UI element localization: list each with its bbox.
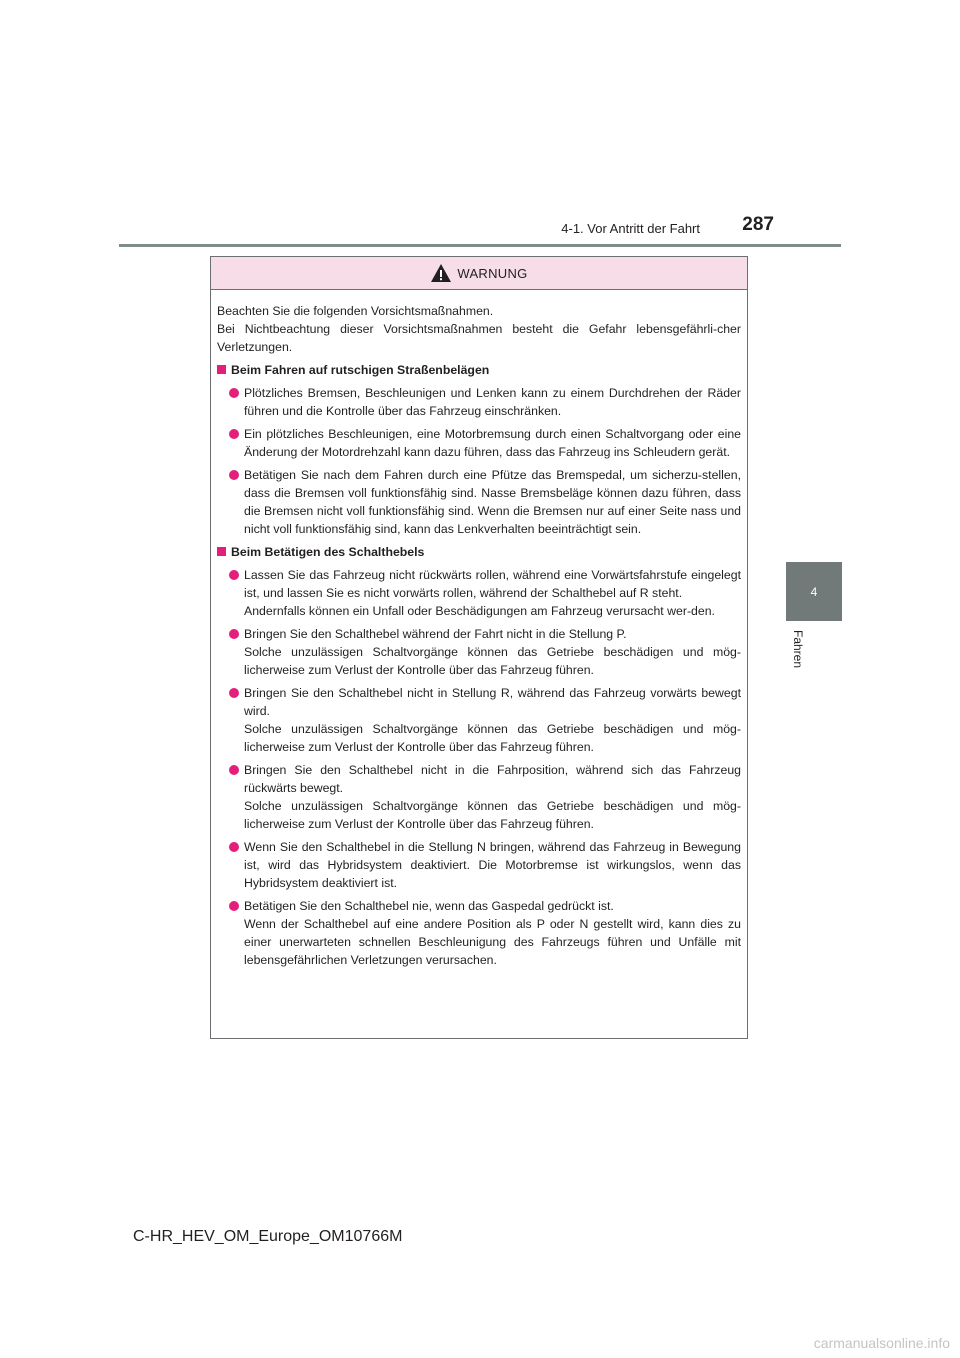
bullet-paragraph: Andernfalls können ein Unfall oder Beschädigungen am Fahrzeug verursacht wer-den. (244, 604, 715, 618)
bullet-paragraph: Betätigen Sie den Schalthebel nie, wenn das Gaspedal gedrückt ist. (244, 899, 614, 913)
header-rule (119, 244, 841, 247)
bullet-item (229, 384, 741, 420)
bullet-text (244, 838, 741, 892)
section-heading-text: Beim Betätigen des Schalthebels (231, 545, 425, 559)
watermark: carmanualsonline.info (813, 1335, 950, 1351)
bullet-dot-icon (229, 901, 239, 911)
bullet-dot-icon (229, 842, 239, 852)
page-number: 287 (742, 214, 774, 235)
bullet-paragraph: Betätigen Sie nach dem Fahren durch eine Pfütze das Bremspedal, um sicherzu-stellen, dass die Bremsen voll funktionsfähig sind. Nasse Bremsbeläge können dazu führen, dass die Bremsen nicht voll funktionsfähig sind. Wenn die Bremsen nur auf einer Seite nass und nicht voll funktionsfähig sind, kann das Lenkverhalten beeinträchtigt sein. (244, 468, 741, 536)
bullet-paragraph: Lassen Sie das Fahrzeug nicht rückwärts rollen, während eine Vorwärtsfahrstufe eingelegt ist, und lassen Sie es nicht vorwärts rollen, während der Schalthebel auf R steht. (244, 568, 741, 600)
bullet-dot-icon (229, 570, 239, 580)
footer-document-id: C-HR_HEV_OM_Europe_OM10766M (133, 1228, 403, 1245)
warning-title: WARNUNG (457, 265, 528, 281)
warning-header (211, 257, 747, 290)
bullet-paragraph: Wenn der Schalthebel auf eine andere Position als P oder N gestellt wird, kann dies zu einer unerwarteten schnellen Beschleunigung des Fahrzeugs führen und Unfälle mit lebensgefährlichen Verletzungen verursachen. (244, 917, 741, 967)
section-heading-text: Beim Fahren auf rutschigen Straßenbelägen (231, 363, 490, 377)
bullet-dot-icon (229, 765, 239, 775)
bullet-text (244, 566, 741, 620)
bullet-paragraph: Ein plötzliches Beschleunigen, eine Motorbremsung durch einen Schaltvorgang oder eine Änderung der Motordrehzahl kann dazu führen, dass das Fahrzeug ins Schleudern gerät. (244, 427, 741, 459)
warning-intro-1: Beachten Sie die folgenden Vorsichtsmaßnahmen. (217, 304, 494, 318)
section-heading (217, 543, 741, 561)
chapter-label: Fahren (791, 630, 805, 669)
warning-content (211, 290, 747, 969)
warning-sections (217, 361, 741, 969)
bullet-item (229, 838, 741, 892)
bullet-item (229, 684, 741, 756)
bullet-dot-icon (229, 388, 239, 398)
bullet-paragraph: Solche unzulässigen Schaltvorgänge können das Getriebe beschädigen und mög-licherweise zum Verlust der Kontrolle über das Fahrzeug führen. (244, 799, 741, 831)
bullet-text (244, 425, 741, 461)
bullet-item (229, 425, 741, 461)
warning-box (210, 256, 748, 1039)
warning-intro-2: Bei Nichtbeachtung dieser Vorsichtsmaßnahmen besteht die Gefahr lebensgefährli-cher Verletzungen. (217, 322, 741, 354)
bullet-text (244, 761, 741, 833)
header-section-title: 4-1. Vor Antritt der Fahrt (561, 221, 700, 236)
bullet-text (244, 897, 741, 969)
bullet-text (244, 625, 741, 679)
bullet-paragraph: Solche unzulässigen Schaltvorgänge können das Getriebe beschädigen und mög-licherweise zum Verlust der Kontrolle über das Fahrzeug führen. (244, 645, 741, 677)
bullet-item (229, 897, 741, 969)
bullet-text (244, 466, 741, 538)
section-heading (217, 361, 741, 379)
bullet-dot-icon (229, 470, 239, 480)
bullet-item (229, 466, 741, 538)
bullet-paragraph: Plötzliches Bremsen, Beschleunigen und Lenken kann zu einem Durchdrehen der Räder führen und die Kontrolle über das Fahrzeug einschränken. (244, 386, 741, 418)
bullet-item (229, 761, 741, 833)
square-bullet-icon (217, 365, 226, 374)
bullet-paragraph: Bringen Sie den Schalthebel nicht in Stellung R, während das Fahrzeug vorwärts bewegt wird. (244, 686, 741, 718)
bullet-dot-icon (229, 429, 239, 439)
bullet-paragraph: Wenn Sie den Schalthebel in die Stellung N bringen, während das Fahrzeug in Bewegung ist, wird das Hybridsystem deaktiviert. Die Motorbremse ist wirkungslos, wenn das Hybridsystem deaktiviert ist. (244, 840, 741, 890)
bullet-item (229, 625, 741, 679)
bullet-paragraph: Solche unzulässigen Schaltvorgänge können das Getriebe beschädigen und mög-licherweise zum Verlust der Kontrolle über das Fahrzeug führen. (244, 722, 741, 754)
bullet-dot-icon (229, 629, 239, 639)
square-bullet-icon (217, 547, 226, 556)
bullet-text (244, 384, 741, 420)
bullet-item (229, 566, 741, 620)
bullet-dot-icon (229, 688, 239, 698)
bullet-paragraph: Bringen Sie den Schalthebel während der Fahrt nicht in die Stellung P. (244, 627, 627, 641)
bullet-paragraph: Bringen Sie den Schalthebel nicht in die Fahrposition, während sich das Fahrzeug rückwärts bewegt. (244, 763, 741, 795)
warning-triangle-icon (430, 263, 452, 283)
bullet-text (244, 684, 741, 756)
chapter-number: 4 (810, 584, 818, 599)
chapter-tab (786, 562, 842, 621)
